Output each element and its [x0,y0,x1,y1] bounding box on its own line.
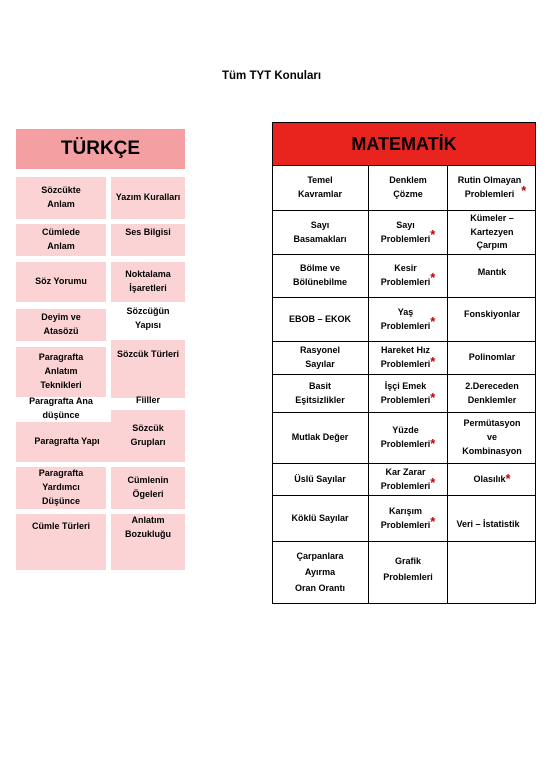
matematik-topic: Karışım Problemleri * [369,496,447,541]
important-star: * [521,182,527,198]
matematik-topic: Fonskiyonlar [463,309,520,320]
matematik-topic: Yaş Problemleri * [380,306,436,331]
matematik-topic: Çarpanlara Ayırma Oran Orantı [294,551,345,593]
matematik-topic: Denklem Çözme [389,175,427,199]
turkce-topic: Sözcük Türleri [111,340,185,398]
important-star: * [430,389,436,405]
matematik-topic: Veri – İstatistik [456,518,520,529]
matematik-topic: EBOB – EKOK [288,313,351,324]
matematik-topic: 2.Dereceden Denklemler [465,380,519,405]
matematik-topic: Kar Zarar Problemleri * [369,464,447,495]
matematik-topic: Rutin Olmayan Problemleri * [457,175,527,199]
matematik-topic: Temel Kavramlar [297,175,343,199]
turkce-topic: Sözcükte Anlam [16,177,106,219]
important-star: * [430,269,436,285]
turkce-topic: Cümle Türleri [16,514,106,570]
turkce-topic: Yazım Kuralları [111,177,185,219]
important-star: * [430,474,436,490]
matematik-header: MATEMATİK [272,122,536,166]
important-star: * [430,435,436,451]
matematik-topic: Bölme ve Bölünebilme [292,263,347,287]
matematik-topic: Sayı Basamakları [293,219,347,244]
turkce-topic: Paragrafta Yardımcı Düşünce [16,467,106,509]
matematik-topic: Kümeler – Kartezyen Çarpım [470,212,514,251]
matematik-topic: Yüzde Problemleri * [369,413,447,463]
matematik-topic: Olasılık * [448,464,536,495]
turkce-topic: Ses Bilgisi [111,224,185,256]
matematik-topic: Basit Eşitsizlikler [295,380,345,405]
important-star: * [430,226,436,242]
turkce-topic: Paragrafta Yapı [16,422,118,462]
turkce-topic: Paragrafta Ana düşünce [29,396,93,420]
turkce-topic: Fiiller [135,395,160,406]
important-star: * [505,471,511,487]
turkce-topic: Cümlenin Ögeleri [111,467,185,509]
matematik-topic: Kesir Problemleri * [380,263,436,287]
turkce-topic: Paragrafta Anlatım Teknikleri [16,347,106,397]
matematik-topic: Mantık [477,267,507,278]
matematik-topic: Köklü Sayılar [291,512,349,523]
matematik-topic: Polinomlar [468,352,516,363]
turkce-topic: Sözcük Grupları [111,410,185,462]
matematik-topic: Hareket Hız Problemleri * [369,342,447,374]
matematik-topic: İşçi Emek Problemleri * [369,375,447,412]
turkce-header: TÜRKÇE [16,129,185,169]
turkce-topic: Cümlede Anlam [16,224,106,256]
important-star: * [430,353,436,369]
matematik-topic: Grafik Problemleri [383,556,433,582]
matematik-topic: Mutlak Değer [291,432,349,443]
turkce-topic: Anlatım Bozukluğu [111,514,185,570]
turkce-topic: Söz Yorumu [16,262,106,302]
matematik-topic: Rasyonel Sayılar [299,345,341,369]
page-title: Tüm TYT Konuları [221,70,322,82]
important-star: * [430,313,436,329]
turkce-topic: Noktalama İşaretleri [111,262,185,302]
turkce-topic: Sözcüğün Yapısı [126,306,170,330]
matematik-topic-empty [448,542,536,604]
important-star: * [430,513,436,529]
matematik-topic: Permütasyon ve Kombinasyon [462,418,522,456]
turkce-topic: Deyim ve Atasözü [16,309,106,341]
matematik-topic: Üslü Sayılar [294,473,346,484]
matematik-topic: Sayı Problemleri * [380,219,436,244]
